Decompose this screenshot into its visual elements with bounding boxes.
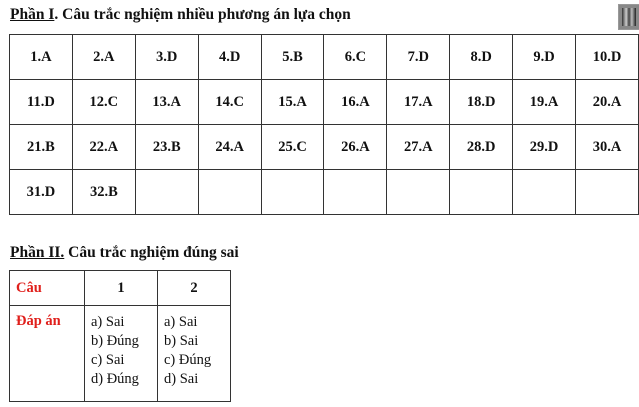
answer-item: a) Sai — [91, 314, 125, 330]
answer-cell: 10.D — [576, 35, 639, 80]
answer-cell — [450, 170, 513, 215]
part2-header-row — [10, 271, 231, 306]
answer-cell — [576, 170, 639, 215]
answer-cell: 22.A — [72, 125, 135, 170]
answer-cell: 17.A — [387, 80, 450, 125]
answer-cell: 11.D — [10, 80, 73, 125]
part2-heading — [10, 244, 239, 262]
answer-item: a) Sai — [164, 314, 198, 330]
answer-cell: 8.D — [450, 35, 513, 80]
answer-cell: 21.B — [10, 125, 73, 170]
answer-item: d) Đúng — [91, 371, 139, 387]
answer-cell: 31.D — [10, 170, 73, 215]
answer-cell: 28.D — [450, 125, 513, 170]
answer-cell — [198, 170, 261, 215]
answer-cell: 2.A — [72, 35, 135, 80]
answer-cell: 14.C — [198, 80, 261, 125]
answer-cell: 23.B — [135, 125, 198, 170]
part1-heading — [10, 6, 351, 24]
part2-answer-row — [10, 306, 231, 402]
part2-answer-table — [9, 270, 231, 402]
answer-cell: 20.A — [576, 80, 639, 125]
answer-cell — [387, 170, 450, 215]
question-number: 2 — [158, 271, 231, 306]
answer-cell: 7.D — [387, 35, 450, 80]
answer-cell: 32.B — [72, 170, 135, 215]
answer-item: b) Đúng — [91, 333, 139, 349]
answer-cell: 1.A — [10, 35, 73, 80]
answer-cell: 13.A — [135, 80, 198, 125]
part1-answer-table — [9, 34, 639, 215]
answer-cell: 15.A — [261, 80, 324, 125]
answer-item: b) Sai — [164, 333, 199, 349]
answer-cell: 9.D — [513, 35, 576, 80]
answer-row — [10, 170, 639, 215]
question-1-answers — [85, 306, 158, 402]
answer-cell: 30.A — [576, 125, 639, 170]
answer-row — [10, 35, 639, 80]
answer-item: c) Sai — [91, 352, 125, 368]
part2-label: Phần II. — [10, 244, 65, 261]
answer-cell: 29.D — [513, 125, 576, 170]
answer-cell: 6.C — [324, 35, 387, 80]
answer-header-label: Đáp án — [10, 306, 85, 402]
answer-cell: 4.D — [198, 35, 261, 80]
answer-cell: 18.D — [450, 80, 513, 125]
answer-cell: 3.D — [135, 35, 198, 80]
answer-item: d) Sai — [164, 371, 199, 387]
part2-title: Câu trắc nghiệm đúng sai — [64, 244, 239, 261]
question-2-answers — [158, 306, 231, 402]
answer-row — [10, 125, 639, 170]
question-number: 1 — [85, 271, 158, 306]
answer-cell — [135, 170, 198, 215]
answer-item: c) Đúng — [164, 352, 212, 368]
answer-cell — [261, 170, 324, 215]
part1-label: Phần I — [10, 6, 55, 23]
part1-title: . Câu trắc nghiệm nhiều phương án lựa chọn — [54, 6, 351, 23]
answer-cell: 19.A — [513, 80, 576, 125]
answer-cell: 27.A — [387, 125, 450, 170]
answer-cell: 5.B — [261, 35, 324, 80]
answer-cell: 24.A — [198, 125, 261, 170]
answer-cell: 12.C — [72, 80, 135, 125]
answer-row — [10, 80, 639, 125]
answer-cell: 26.A — [324, 125, 387, 170]
answer-cell: 16.A — [324, 80, 387, 125]
answer-cell — [513, 170, 576, 215]
image-thumbnail-icon[interactable] — [618, 4, 639, 30]
answer-cell — [324, 170, 387, 215]
answer-cell: 25.C — [261, 125, 324, 170]
question-header-label: Câu — [10, 271, 85, 306]
